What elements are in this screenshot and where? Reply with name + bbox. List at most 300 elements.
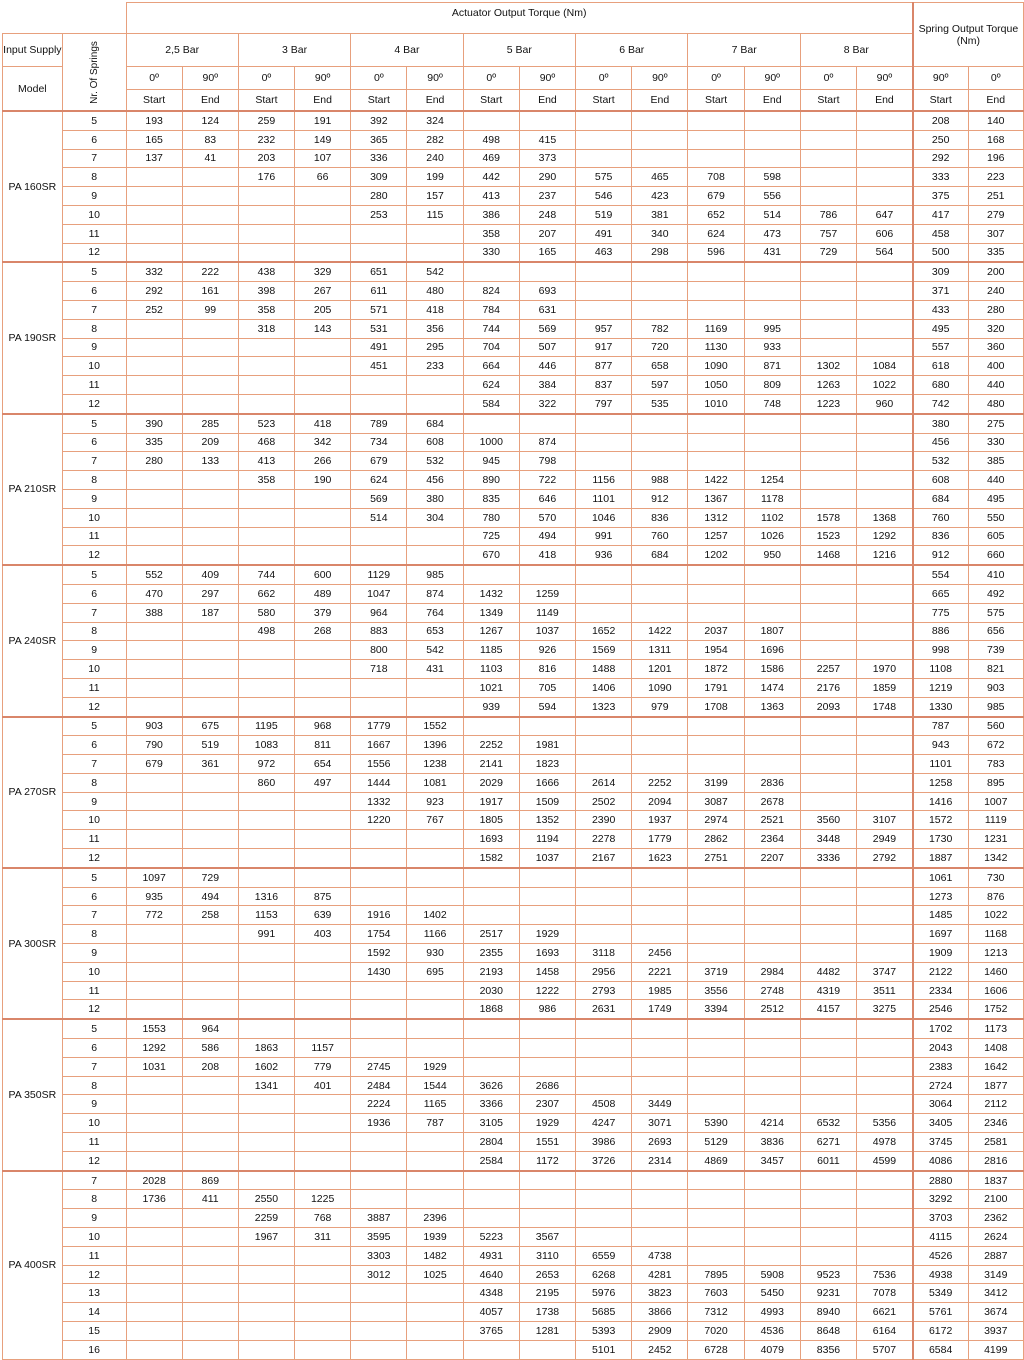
torque-cell: 2792	[857, 849, 913, 868]
table-row	[3, 414, 1024, 433]
torque-cell: 458	[913, 224, 968, 243]
torque-cell: 3366	[463, 1095, 519, 1114]
torque-cell	[857, 489, 913, 508]
torque-cell	[857, 471, 913, 490]
torque-cell: 3595	[351, 1228, 407, 1247]
torque-cell: 373	[519, 149, 575, 168]
torque-cell: 168	[968, 130, 1023, 149]
torque-cell	[800, 262, 856, 281]
torque-cell	[800, 433, 856, 452]
torque-cell	[295, 1114, 351, 1133]
torque-cell: 1263	[800, 376, 856, 395]
torque-cell: 318	[238, 319, 294, 338]
torque-cell: 418	[295, 414, 351, 433]
torque-cell	[800, 338, 856, 357]
torque-cell	[182, 1246, 238, 1265]
torque-cell	[126, 1246, 182, 1265]
torque-cell	[744, 717, 800, 736]
torque-cell: 3118	[576, 944, 632, 963]
torque-cell	[744, 1095, 800, 1114]
torque-cell	[688, 282, 744, 301]
torque-cell: 1219	[913, 678, 968, 697]
torque-cell	[238, 641, 294, 660]
torque-cell: 985	[968, 697, 1023, 716]
torque-cell: 223	[968, 168, 1023, 187]
torque-cell	[182, 1133, 238, 1152]
torque-cell: 1936	[351, 1114, 407, 1133]
torque-cell: 680	[913, 376, 968, 395]
torque-cell: 333	[913, 168, 968, 187]
torque-cell: 307	[968, 224, 1023, 243]
model-name: PA 350SR	[3, 1019, 63, 1170]
torque-cell: 7536	[857, 1265, 913, 1284]
torque-cell	[576, 584, 632, 603]
torque-cell	[238, 678, 294, 697]
torque-cell	[632, 433, 688, 452]
torque-cell: 2141	[463, 755, 519, 774]
torque-cell: 4482	[800, 962, 856, 981]
torque-cell	[407, 1151, 463, 1170]
torque-cell	[126, 1076, 182, 1095]
actuator-output-torque-title: Actuator Output Torque (Nm)	[126, 3, 913, 34]
torque-cell: 2793	[576, 981, 632, 1000]
torque-cell	[407, 376, 463, 395]
torque-cell	[688, 1039, 744, 1058]
torque-cell: 6559	[576, 1246, 632, 1265]
table-row	[3, 1228, 1024, 1247]
torque-cell	[182, 489, 238, 508]
torque-cell: 5393	[576, 1322, 632, 1341]
torque-cell: 140	[968, 111, 1023, 130]
torque-cell: 1578	[800, 508, 856, 527]
torque-cell: 3511	[857, 981, 913, 1000]
torque-cell: 4348	[463, 1284, 519, 1303]
torque-cell: 4199	[968, 1340, 1023, 1359]
spring-output-torque-title: Spring Output Torque (Nm)	[913, 3, 1024, 67]
torque-cell: 800	[351, 641, 407, 660]
torque-cell	[576, 603, 632, 622]
angle-header: 90º	[407, 67, 463, 90]
torque-cell	[295, 1340, 351, 1359]
torque-cell: 1556	[351, 755, 407, 774]
torque-cell: 2693	[632, 1133, 688, 1152]
torque-cell	[182, 1076, 238, 1095]
torque-cell: 1223	[800, 394, 856, 413]
torque-cell: 871	[744, 357, 800, 376]
torque-cell: 1666	[519, 773, 575, 792]
torque-cell	[238, 187, 294, 206]
torque-cell: 2521	[744, 811, 800, 830]
torque-cell	[688, 565, 744, 584]
table-row	[3, 660, 1024, 679]
torque-cell: 2678	[744, 792, 800, 811]
torque-cell: 190	[295, 471, 351, 490]
torque-cell: 1877	[968, 1076, 1023, 1095]
table-row	[3, 868, 1024, 887]
torque-cell: 767	[407, 811, 463, 830]
torque-cell: 187	[182, 603, 238, 622]
torque-cell: 3412	[968, 1284, 1023, 1303]
torque-cell	[126, 376, 182, 395]
torque-cell: 986	[519, 1000, 575, 1019]
torque-cell: 4115	[913, 1228, 968, 1247]
torque-cell	[857, 565, 913, 584]
pressure-header: 2,5 Bar	[126, 34, 238, 67]
torque-cell	[632, 565, 688, 584]
torque-cell: 991	[576, 527, 632, 546]
torque-cell	[744, 1076, 800, 1095]
torque-cell: 5349	[913, 1284, 968, 1303]
torque-cell: 662	[238, 584, 294, 603]
torque-cell: 1022	[857, 376, 913, 395]
torque-cell: 998	[913, 641, 968, 660]
torque-cell	[238, 357, 294, 376]
table-row	[3, 736, 1024, 755]
torque-cell: 1316	[238, 887, 294, 906]
torque-cell: 1101	[576, 489, 632, 508]
torque-cell: 1081	[407, 773, 463, 792]
torque-cell: 193	[126, 111, 182, 130]
torque-cell: 1031	[126, 1057, 182, 1076]
start-header: Start	[126, 90, 182, 112]
torque-cell	[800, 168, 856, 187]
torque-cell	[857, 1076, 913, 1095]
torque-cell: 279	[968, 205, 1023, 224]
torque-cell: 418	[407, 300, 463, 319]
torque-cell	[126, 981, 182, 1000]
torque-cell	[857, 168, 913, 187]
torque-cell: 1592	[351, 944, 407, 963]
table-row	[3, 546, 1024, 565]
torque-cell: 618	[913, 357, 968, 376]
angle-header: 90º	[913, 67, 968, 90]
torque-cell	[576, 300, 632, 319]
torque-cell: 1458	[519, 962, 575, 981]
torque-cell: 708	[688, 168, 744, 187]
torque-cell	[800, 111, 856, 130]
torque-cell	[632, 300, 688, 319]
spring-count-cell: 6	[62, 130, 126, 149]
torque-cell: 492	[968, 584, 1023, 603]
torque-cell	[126, 925, 182, 944]
table-row	[3, 1340, 1024, 1359]
torque-cell: 165	[519, 243, 575, 262]
torque-cell: 597	[632, 376, 688, 395]
torque-cell	[126, 489, 182, 508]
table-row	[3, 925, 1024, 944]
torque-cell: 1172	[519, 1151, 575, 1170]
torque-cell: 1736	[126, 1190, 182, 1209]
table-row	[3, 224, 1024, 243]
start-header: Start	[351, 90, 407, 112]
torque-cell: 1257	[688, 527, 744, 546]
torque-cell: 8648	[800, 1322, 856, 1341]
torque-cell	[463, 1039, 519, 1058]
torque-cell	[800, 736, 856, 755]
torque-cell	[800, 300, 856, 319]
torque-cell: 968	[295, 717, 351, 736]
torque-cell: 498	[238, 622, 294, 641]
torque-cell	[744, 736, 800, 755]
torque-cell: 652	[688, 205, 744, 224]
torque-cell: 575	[576, 168, 632, 187]
torque-cell	[295, 1133, 351, 1152]
torque-cell: 960	[857, 394, 913, 413]
torque-cell: 1779	[351, 717, 407, 736]
angle-header: 90º	[519, 67, 575, 90]
torque-cell: 507	[519, 338, 575, 357]
torque-cell	[632, 1019, 688, 1038]
torque-cell	[688, 717, 744, 736]
spring-count-cell: 9	[62, 792, 126, 811]
torque-cell	[126, 1228, 182, 1247]
torque-cell	[632, 887, 688, 906]
torque-cell: 1738	[519, 1303, 575, 1322]
torque-cell	[688, 868, 744, 887]
torque-cell: 957	[576, 319, 632, 338]
torque-cell	[238, 224, 294, 243]
torque-cell: 5223	[463, 1228, 519, 1247]
torque-cell: 3937	[968, 1322, 1023, 1341]
torque-cell	[688, 1019, 744, 1038]
torque-cell: 877	[576, 357, 632, 376]
torque-cell: 1430	[351, 962, 407, 981]
spring-count-cell: 9	[62, 187, 126, 206]
torque-cell: 401	[295, 1076, 351, 1095]
spring-count-cell: 5	[62, 868, 126, 887]
torque-cell	[351, 868, 407, 887]
table-row	[3, 300, 1024, 319]
torque-cell	[182, 830, 238, 849]
torque-cell	[857, 1228, 913, 1247]
torque-cell: 1231	[968, 830, 1023, 849]
torque-cell	[744, 300, 800, 319]
torque-cell: 358	[463, 224, 519, 243]
table-row	[3, 981, 1024, 1000]
torque-cell	[688, 433, 744, 452]
torque-cell: 415	[519, 130, 575, 149]
table-row	[3, 282, 1024, 301]
torque-cell: 1312	[688, 508, 744, 527]
torque-cell: 939	[463, 697, 519, 716]
torque-cell: 1708	[688, 697, 744, 716]
torque-cell	[519, 1019, 575, 1038]
torque-cell	[182, 1209, 238, 1228]
torque-cell	[632, 868, 688, 887]
torque-cell: 329	[295, 262, 351, 281]
torque-cell: 1022	[968, 906, 1023, 925]
torque-cell	[576, 906, 632, 925]
torque-cell	[744, 603, 800, 622]
torque-cell	[126, 1095, 182, 1114]
torque-cell	[126, 1265, 182, 1284]
torque-cell: 2364	[744, 830, 800, 849]
torque-cell	[295, 697, 351, 716]
torque-cell: 258	[182, 906, 238, 925]
torque-cell: 4247	[576, 1114, 632, 1133]
torque-cell: 2043	[913, 1039, 968, 1058]
torque-cell: 1823	[519, 755, 575, 774]
torque-cell: 532	[407, 452, 463, 471]
torque-cell: 6271	[800, 1133, 856, 1152]
torque-cell	[857, 906, 913, 925]
torque-cell: 494	[519, 527, 575, 546]
table-row	[3, 1322, 1024, 1341]
torque-cell	[238, 1171, 294, 1190]
torque-cell: 371	[913, 282, 968, 301]
torque-cell	[744, 149, 800, 168]
torque-cell	[800, 565, 856, 584]
angle-header: 0º	[800, 67, 856, 90]
torque-cell	[519, 717, 575, 736]
torque-cell: 679	[351, 452, 407, 471]
torque-cell	[351, 1322, 407, 1341]
torque-cell	[688, 603, 744, 622]
torque-cell	[632, 1171, 688, 1190]
torque-cell: 1323	[576, 697, 632, 716]
torque-cell: 1553	[126, 1019, 182, 1038]
torque-cell: 2724	[913, 1076, 968, 1095]
torque-cell: 232	[238, 130, 294, 149]
table-row	[3, 357, 1024, 376]
torque-cell	[407, 224, 463, 243]
table-row	[3, 603, 1024, 622]
table-body	[3, 111, 1024, 1359]
torque-cell: 3449	[632, 1095, 688, 1114]
torque-cell: 4938	[913, 1265, 968, 1284]
torque-cell: 679	[688, 187, 744, 206]
torque-cell	[576, 887, 632, 906]
torque-cell: 295	[407, 338, 463, 357]
torque-cell: 4993	[744, 1303, 800, 1322]
torque-cell: 2093	[800, 697, 856, 716]
torque-cell: 985	[407, 565, 463, 584]
torque-cell	[576, 262, 632, 281]
torque-cell: 431	[744, 243, 800, 262]
torque-cell	[463, 906, 519, 925]
torque-cell: 586	[182, 1039, 238, 1058]
torque-cell	[688, 1076, 744, 1095]
torque-cell: 3292	[913, 1190, 968, 1209]
torque-cell: 3986	[576, 1133, 632, 1152]
torque-cell: 786	[800, 205, 856, 224]
torque-cell: 480	[968, 394, 1023, 413]
torque-cell	[800, 489, 856, 508]
torque-cell: 972	[238, 755, 294, 774]
torque-cell	[688, 111, 744, 130]
torque-cell: 385	[968, 452, 1023, 471]
torque-cell: 4526	[913, 1246, 968, 1265]
spring-count-cell: 8	[62, 1076, 126, 1095]
torque-cell: 417	[913, 205, 968, 224]
torque-cell	[182, 811, 238, 830]
torque-cell	[857, 1019, 913, 1038]
torque-cell	[463, 262, 519, 281]
torque-cell: 4057	[463, 1303, 519, 1322]
torque-cell: 330	[968, 433, 1023, 452]
torque-cell	[744, 414, 800, 433]
torque-cell	[744, 944, 800, 963]
torque-cell	[800, 1019, 856, 1038]
torque-cell: 560	[968, 717, 1023, 736]
torque-cell: 2257	[800, 660, 856, 679]
torque-cell	[126, 527, 182, 546]
torque-cell: 606	[857, 224, 913, 243]
torque-cell: 4281	[632, 1265, 688, 1284]
torque-cell	[744, 130, 800, 149]
torque-cell: 2346	[968, 1114, 1023, 1133]
torque-cell	[182, 1284, 238, 1303]
pressure-header: 4 Bar	[351, 34, 463, 67]
table-row	[3, 849, 1024, 868]
angle-header: 90º	[182, 67, 238, 90]
spring-count-cell: 7	[62, 603, 126, 622]
torque-cell: 137	[126, 149, 182, 168]
torque-cell: 5976	[576, 1284, 632, 1303]
torque-cell: 2949	[857, 830, 913, 849]
torque-cell	[632, 149, 688, 168]
torque-cell: 1292	[857, 527, 913, 546]
torque-cell: 979	[632, 697, 688, 716]
torque-cell	[238, 489, 294, 508]
torque-cell	[857, 319, 913, 338]
torque-cell: 390	[126, 414, 182, 433]
torque-cell: 1485	[913, 906, 968, 925]
torque-cell	[238, 1133, 294, 1152]
torque-cell	[238, 849, 294, 868]
spring-count-cell: 11	[62, 678, 126, 697]
torque-cell: 240	[968, 282, 1023, 301]
torque-cell: 358	[238, 471, 294, 490]
torque-cell: 695	[407, 962, 463, 981]
torque-cell	[857, 433, 913, 452]
torque-cell: 594	[519, 697, 575, 716]
torque-cell: 798	[519, 452, 575, 471]
spring-count-cell: 15	[62, 1322, 126, 1341]
torque-cell	[238, 1265, 294, 1284]
torque-cell	[126, 168, 182, 187]
torque-cell	[519, 262, 575, 281]
start-header: Start	[913, 90, 968, 112]
torque-cell	[800, 641, 856, 660]
torque-cell: 1887	[913, 849, 968, 868]
torque-cell: 835	[463, 489, 519, 508]
table-row	[3, 811, 1024, 830]
torque-cell: 3556	[688, 981, 744, 1000]
torque-cell: 1216	[857, 546, 913, 565]
torque-cell	[576, 925, 632, 944]
torque-cell	[800, 755, 856, 774]
table-row	[3, 527, 1024, 546]
torque-cell	[351, 1340, 407, 1359]
model-name: PA 210SR	[3, 414, 63, 565]
torque-cell: 552	[126, 565, 182, 584]
torque-cell: 1749	[632, 1000, 688, 1019]
torque-cell	[351, 697, 407, 716]
torque-cell	[463, 887, 519, 906]
torque-cell	[295, 224, 351, 243]
torque-cell: 1752	[968, 1000, 1023, 1019]
torque-cell	[182, 546, 238, 565]
torque-cell: 9231	[800, 1284, 856, 1303]
torque-cell: 442	[463, 168, 519, 187]
table-row	[3, 1057, 1024, 1076]
torque-cell: 2956	[576, 962, 632, 981]
torque-cell: 1791	[688, 678, 744, 697]
torque-cell	[182, 697, 238, 716]
torque-cell: 5761	[913, 1303, 968, 1322]
torque-cell	[238, 944, 294, 963]
